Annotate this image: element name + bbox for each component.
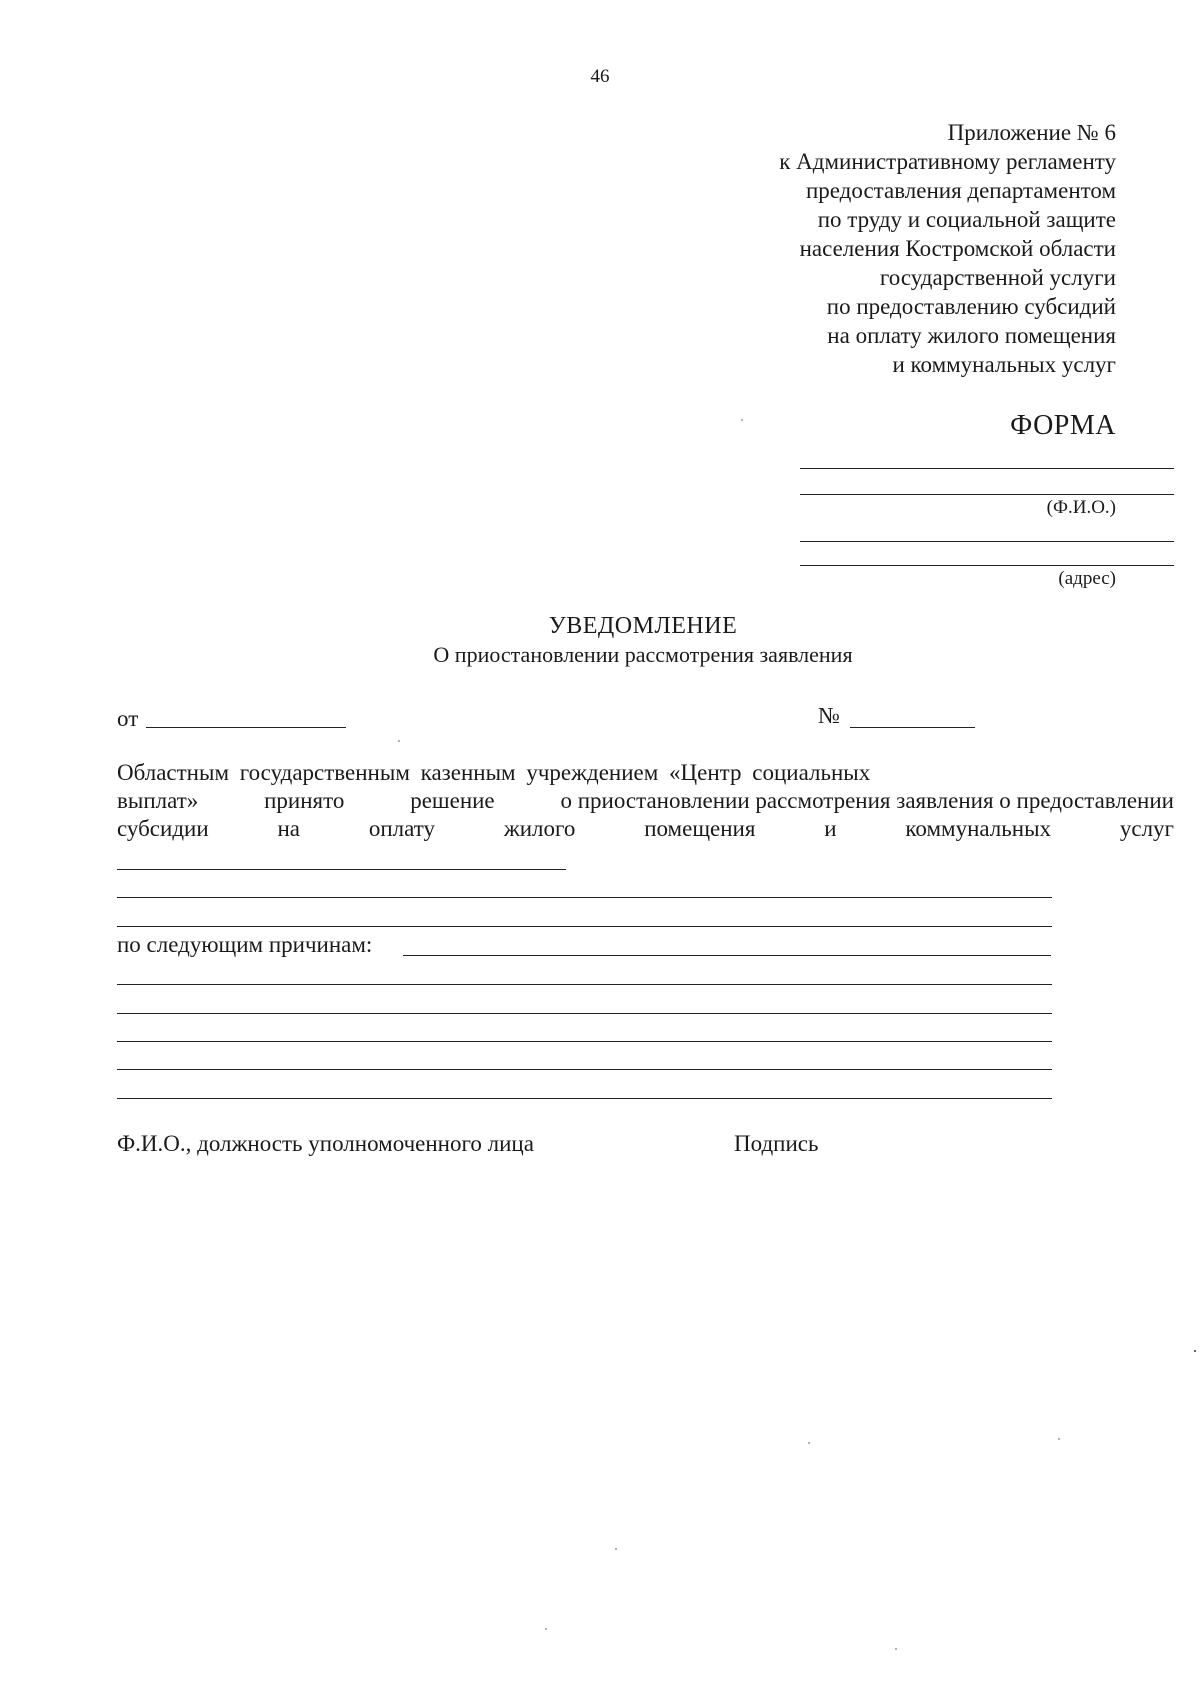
appendix-header [779, 118, 1116, 379]
body-line-3 [117, 816, 1174, 842]
page-number: 46 [590, 66, 610, 87]
reasons-field-line-1[interactable] [403, 955, 1051, 956]
body-line-1: Областным государственным казенным учреждением «Центр социальных [117, 760, 871, 785]
service-field-line-1[interactable] [117, 869, 566, 870]
body-word: и [824, 816, 837, 841]
number-field[interactable] [850, 727, 975, 728]
appendix-line: на оплату жилого помещения [827, 323, 1116, 348]
body-word: о приостановлении рассмотрения заявления о предоставлении [560, 788, 1174, 813]
reasons-label: по следующим причинам: [117, 932, 373, 957]
official-label: Ф.И.О., должность уполномоченного лица [117, 1131, 534, 1156]
form-label: ФОРМА [1010, 410, 1116, 441]
reasons-field-line-5[interactable] [117, 1069, 1052, 1070]
appendix-line: и коммунальных услуг [892, 352, 1116, 377]
scan-speck [615, 1548, 617, 1550]
scan-speck [1194, 1350, 1196, 1352]
body-word: на [277, 816, 300, 841]
notice-subtitle: О приостановлении рассмотрения заявления [433, 642, 853, 667]
reasons-field-line-2[interactable] [117, 984, 1052, 985]
reasons-field-line-3[interactable] [117, 1013, 1052, 1014]
body-line-2 [117, 788, 1174, 814]
reasons-field-line-6[interactable] [117, 1098, 1052, 1099]
appendix-line: населения Костромской области [799, 236, 1116, 261]
scan-speck [1058, 1438, 1060, 1440]
address-caption: (адрес) [1058, 568, 1116, 589]
body-word: услуг [1119, 816, 1174, 841]
date-field[interactable] [146, 727, 346, 728]
recipient-address-line-2[interactable] [800, 565, 1174, 566]
appendix-line: по труду и социальной защите [817, 207, 1116, 232]
notice-title: УВЕДОМЛЕНИЕ [548, 613, 738, 639]
scan-speck [895, 1648, 897, 1650]
appendix-line: по предоставлению субсидий [826, 294, 1116, 319]
signature-label: Подпись [734, 1131, 819, 1156]
from-label: от [117, 706, 139, 731]
body-word: принято [264, 788, 345, 813]
recipient-address-line-1[interactable] [800, 541, 1174, 542]
body-word: субсидии [117, 816, 209, 841]
body-word: помещения [644, 816, 756, 841]
recipient-fio-line-1[interactable] [800, 468, 1174, 469]
body-word: выплат» [117, 788, 199, 813]
scan-speck [741, 419, 743, 421]
fio-caption: (Ф.И.О.) [1046, 497, 1116, 518]
appendix-line: Приложение № 6 [947, 120, 1116, 145]
recipient-fio-line-2[interactable] [800, 494, 1174, 495]
appendix-line: к Административному регламенту [779, 149, 1116, 174]
appendix-line: государственной услуги [879, 265, 1116, 290]
body-word: решение [410, 788, 495, 813]
scan-speck [398, 740, 400, 742]
body-word: оплату [368, 816, 435, 841]
number-label: № [818, 703, 840, 728]
body-word: коммунальных [905, 816, 1052, 841]
service-field-line-2[interactable] [117, 897, 1052, 898]
appendix-line: предоставления департаментом [805, 178, 1116, 203]
reasons-field-line-4[interactable] [117, 1041, 1052, 1042]
scan-speck [545, 1628, 547, 1630]
service-field-line-3[interactable] [117, 926, 1052, 927]
body-word: жилого [503, 816, 576, 841]
scan-speck [808, 1442, 810, 1444]
